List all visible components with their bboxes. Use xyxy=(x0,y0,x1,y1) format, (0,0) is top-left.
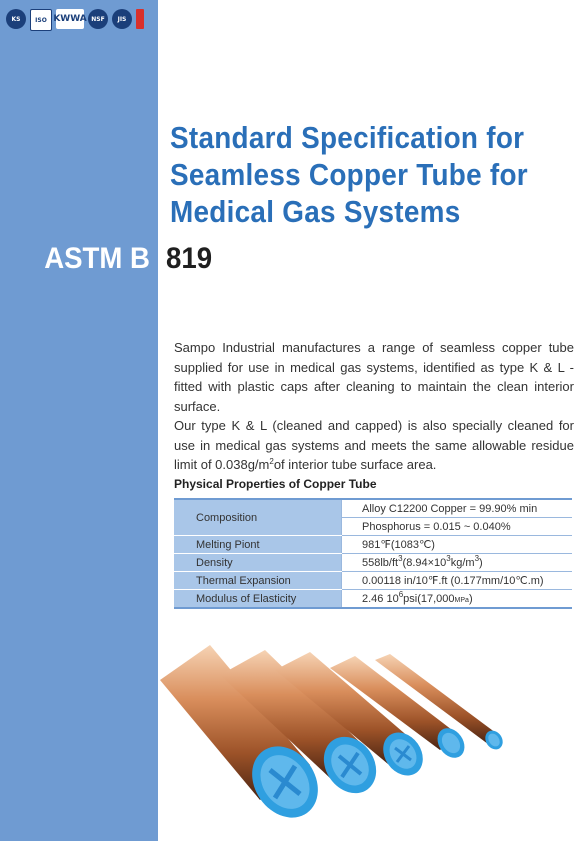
paragraph-2-text: Our type K & L (cleaned and capped) is also specially cleaned for use in medical gas systems and meets the same allowable residue limit of 0.038g/m xyxy=(174,418,574,472)
table-row xyxy=(174,499,572,518)
modulus-label: Modulus of Elasticity xyxy=(174,590,342,609)
composition-phosphorus: Phosphorus = 0.015 ~ 0.040% xyxy=(342,518,573,536)
astm-prefix: ASTM B xyxy=(44,242,150,275)
title-line-3: Medical Gas Systems xyxy=(170,194,461,229)
melting-value: 981℉(1083℃) xyxy=(342,536,573,554)
kwwa-logo-icon: KWWA xyxy=(56,9,84,29)
thermal-value: 0.00118 in/10℉.ft (0.177mm/10℃.m) xyxy=(342,572,573,590)
description xyxy=(174,338,574,475)
page-title xyxy=(170,119,530,230)
modulus-part: psi(17,000 xyxy=(403,592,455,605)
title-line-1: Standard Specification for xyxy=(170,120,525,155)
modulus-part: ) xyxy=(468,592,473,605)
table-row xyxy=(174,536,572,554)
density-part: (8.94×10 xyxy=(402,556,447,569)
certification-logos xyxy=(6,9,144,31)
composition-copper: Alloy C12200 Copper = 99.90% min xyxy=(342,499,573,518)
table-row xyxy=(174,572,572,590)
astm-number: 819 xyxy=(166,242,213,275)
nsf-logo-icon: NSF xyxy=(88,9,108,29)
density-label: Density xyxy=(174,554,342,572)
modulus-unit: MPa xyxy=(454,596,469,604)
superscript: 3 xyxy=(474,553,480,563)
red-mark-icon xyxy=(136,9,144,29)
properties-heading: Physical Properties of Copper Tube xyxy=(174,477,377,491)
ks-logo-icon: KS xyxy=(6,9,26,29)
side-band xyxy=(0,0,158,841)
superscript: 2 xyxy=(269,457,274,466)
superscript: 3 xyxy=(398,553,403,563)
thermal-label: Thermal Expansion xyxy=(174,572,342,590)
paragraph-2-tail: of interior tube surface area. xyxy=(273,457,437,472)
density-part: kg/m xyxy=(450,556,475,569)
superscript: 3 xyxy=(446,553,451,563)
jis-logo-icon: JIS xyxy=(112,9,132,29)
properties-table xyxy=(174,498,572,609)
paragraph-1: Sampo Industrial manufactures a range of seamless copper tube supplied for use in medical gas systems, identified as type K & L - fitted with plastic caps after cleaning to maintain the clean interior surface. xyxy=(174,340,574,414)
density-part: 558lb/ft xyxy=(362,556,399,569)
copper-tubes-photo xyxy=(150,640,530,840)
table-row xyxy=(174,590,572,609)
superscript: 6 xyxy=(398,589,404,599)
composition-label: Composition xyxy=(174,499,342,536)
iso-logo-icon: ISO xyxy=(30,9,52,31)
title-line-2: Seamless Copper Tube for xyxy=(170,157,528,192)
paragraph-2 xyxy=(174,416,574,475)
table-row xyxy=(174,554,572,572)
modulus-part: 2.46 10 xyxy=(362,592,399,605)
density-value xyxy=(342,554,573,572)
modulus-value xyxy=(342,590,573,609)
melting-label: Melting Piont xyxy=(174,536,342,554)
density-part: ) xyxy=(479,556,483,569)
